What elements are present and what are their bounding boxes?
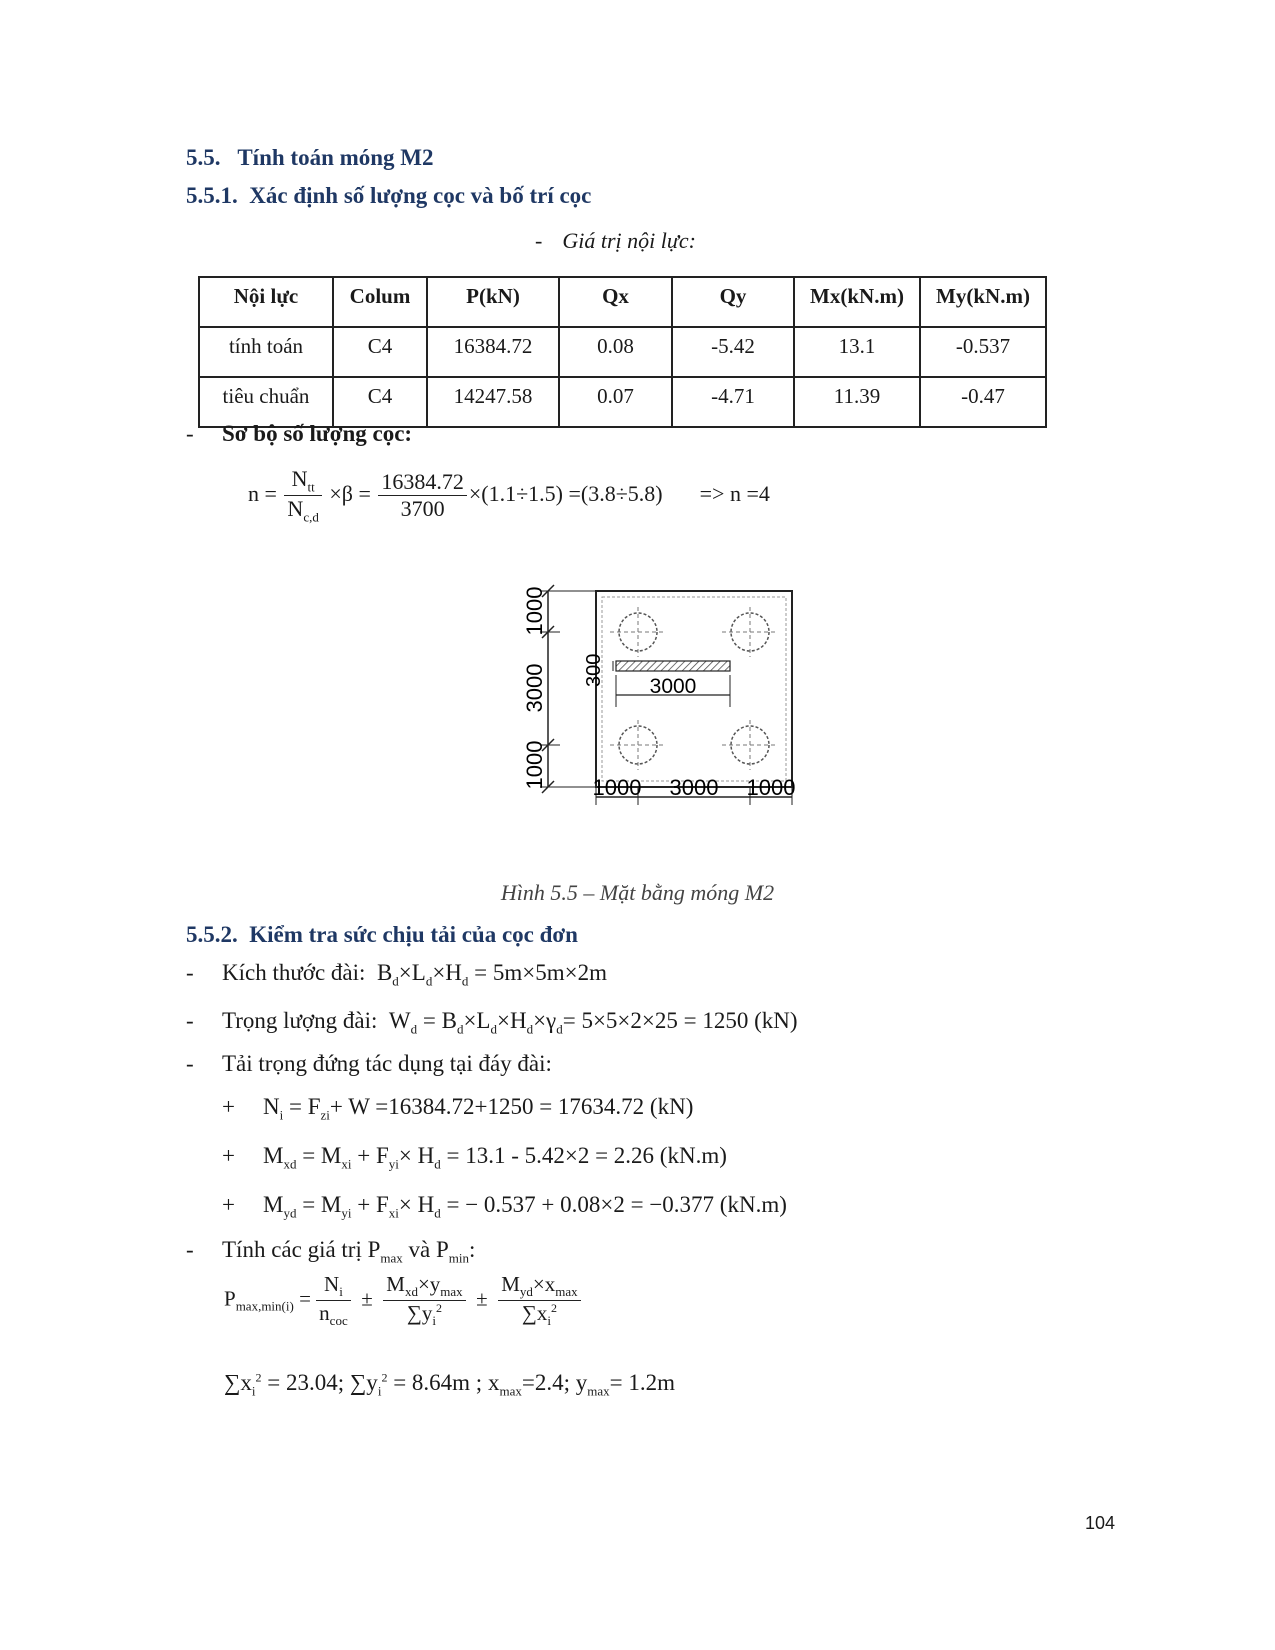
plus-sign: + — [222, 1094, 235, 1119]
foundation-plan-figure — [522, 575, 820, 835]
subsection-heading-2 — [186, 922, 578, 948]
cap-size-value: = 5m×5m×2m — [474, 960, 607, 985]
cap-size-label: Kích thước đài: — [222, 960, 366, 985]
forces-caption: - Giá trị nội lực: — [535, 228, 696, 253]
bullet-dash: - — [186, 1008, 194, 1033]
bullet-dash: - — [186, 960, 194, 985]
subsection-heading-1 — [186, 183, 591, 209]
beam-length-label: 3000 — [649, 675, 697, 698]
table-cell: -0.537 — [920, 327, 1046, 377]
figure-caption: Hình 5.5 – Mặt bằng móng M2 — [500, 880, 775, 905]
pile-count-formula: n = $\frac{N_{tt}}{N_{c,d}}$ ×β = $\frac{16384.72}{3700}$ ×(1.1÷1.5) =(3.8÷5.8) => n =4 — [248, 466, 770, 525]
table-row — [199, 327, 1046, 377]
fraction-numerator: 16384.72 — [378, 469, 467, 496]
forces-table — [198, 276, 1047, 428]
load-label: Tải trọng đứng tác dụng tại đáy đài: — [222, 1051, 552, 1076]
dim-left-middle: 3000 — [522, 663, 547, 713]
subsection-number: 5.5.2. — [186, 922, 238, 947]
bullet-dash: - — [186, 1237, 194, 1262]
times-beta: ×β = — [329, 480, 371, 506]
bullet-dash: - — [186, 421, 194, 446]
table-header-cell: My(kN.m) — [920, 277, 1046, 327]
table-cell: tính toán — [199, 327, 333, 377]
pile-count-result: => n =4 — [699, 480, 770, 506]
mxd-equation: $M_{xd} = M_{xi} + F_{yi}\times H_d = 13.1 - 5.42\times 2 = 2.26$ (kN.m) — [263, 1143, 727, 1172]
sum-squares-line: $\sum x_i^2 = 23.04$; $\sum y_i^2 = 8.64m$ ; $x_{max}=2.4$; $y_{max}= 1.2m$ — [224, 1370, 675, 1399]
table-cell: 16384.72 — [427, 327, 559, 377]
table-cell: 13.1 — [794, 327, 920, 377]
dim-left-bottom: 1000 — [522, 740, 547, 790]
table-cell: -0.47 — [920, 377, 1046, 427]
table-cell: -4.71 — [672, 377, 794, 427]
table-cell: tiêu chuẩn — [199, 377, 333, 427]
section-title: Tính toán móng M2 — [237, 145, 434, 170]
table-cell: 0.08 — [559, 327, 672, 377]
dim-bottom-middle: 3000 — [669, 775, 719, 800]
dim-left-top: 1000 — [522, 586, 547, 636]
table-cell: C4 — [333, 377, 427, 427]
cap-weight-line: Trọng lượng đài: $W_d = B_d\times L_d\times H_d\times\gamma_d= 5\times 5\times 2\times 25 = 1250$ (kN) — [222, 1008, 798, 1037]
table-header-cell: Qx — [559, 277, 672, 327]
table-row — [199, 377, 1046, 427]
plus-sign: + — [222, 1192, 235, 1217]
fraction-denominator: 3700 — [400, 496, 445, 522]
cap-size-line: Kích thước đài: $B_d\times L_d\times H_d = 5m\times 5m\times 2m$ — [222, 960, 607, 989]
beam-section — [616, 661, 730, 671]
dim-bottom-right: 1000 — [746, 775, 796, 800]
pmax-pmin-label: Tính các giá trị $P_{max}$ và $P_{min}$: — [222, 1237, 476, 1266]
subsection-title: Kiểm tra sức chịu tải của cọc đơn — [249, 922, 578, 947]
subsection-number: 5.5.1. — [186, 183, 238, 208]
table-cell: -5.42 — [672, 327, 794, 377]
dim-bottom-left: 1000 — [592, 775, 642, 800]
ni-equation: $N_i = F_{zi}+ W =16384.72+1250 = 17634.72$ (kN) — [263, 1094, 694, 1123]
cap-weight-label: Trọng lượng đài: — [222, 1008, 378, 1033]
plus-sign: + — [222, 1143, 235, 1168]
table-header-cell: Qy — [672, 277, 794, 327]
table-cell: C4 — [333, 327, 427, 377]
pmax-formula: $P_{max,min(i)}$ = $\frac{N_i}{n_{coc}}$ ± $\frac{M_{xd}\times y_{max}}{\sum y_i^2}$ ± $\frac{M_{yd}\times x_{max}}{\sum x_i^2}$ — [224, 1272, 581, 1329]
table-header-cell: Colum — [333, 277, 427, 327]
table-header-cell: P(kN) — [427, 277, 559, 327]
cap-weight-value: = 5×5×2×25 = 1250 (kN) — [562, 1008, 798, 1033]
subsection-title: Xác định số lượng cọc và bố trí cọc — [249, 183, 592, 208]
n-equals: n = — [248, 480, 277, 506]
table-header-cell: Mx(kN.m) — [794, 277, 920, 327]
table-cell: 14247.58 — [427, 377, 559, 427]
table-cell: 11.39 — [794, 377, 920, 427]
table-cell: 0.07 — [559, 377, 672, 427]
section-number: 5.5. — [186, 145, 221, 170]
range-expression: ×(1.1÷1.5) =(3.8÷5.8) — [468, 480, 663, 506]
table-header-cell: Nội lực — [199, 277, 333, 327]
bullet-dash: - — [186, 1051, 194, 1076]
beam-height-label: 300 — [583, 653, 605, 687]
preliminary-label: Sơ bộ số lượng cọc: — [222, 421, 413, 446]
page-number: 104 — [1085, 1513, 1116, 1533]
table-header-row — [199, 277, 1046, 327]
section-heading — [186, 145, 434, 171]
myd-equation: $M_{yd} = M_{yi} + F_{xi}\times H_d$ = − 0.537 + 0.08×2 = −0.377 (kN.m) — [263, 1192, 787, 1221]
